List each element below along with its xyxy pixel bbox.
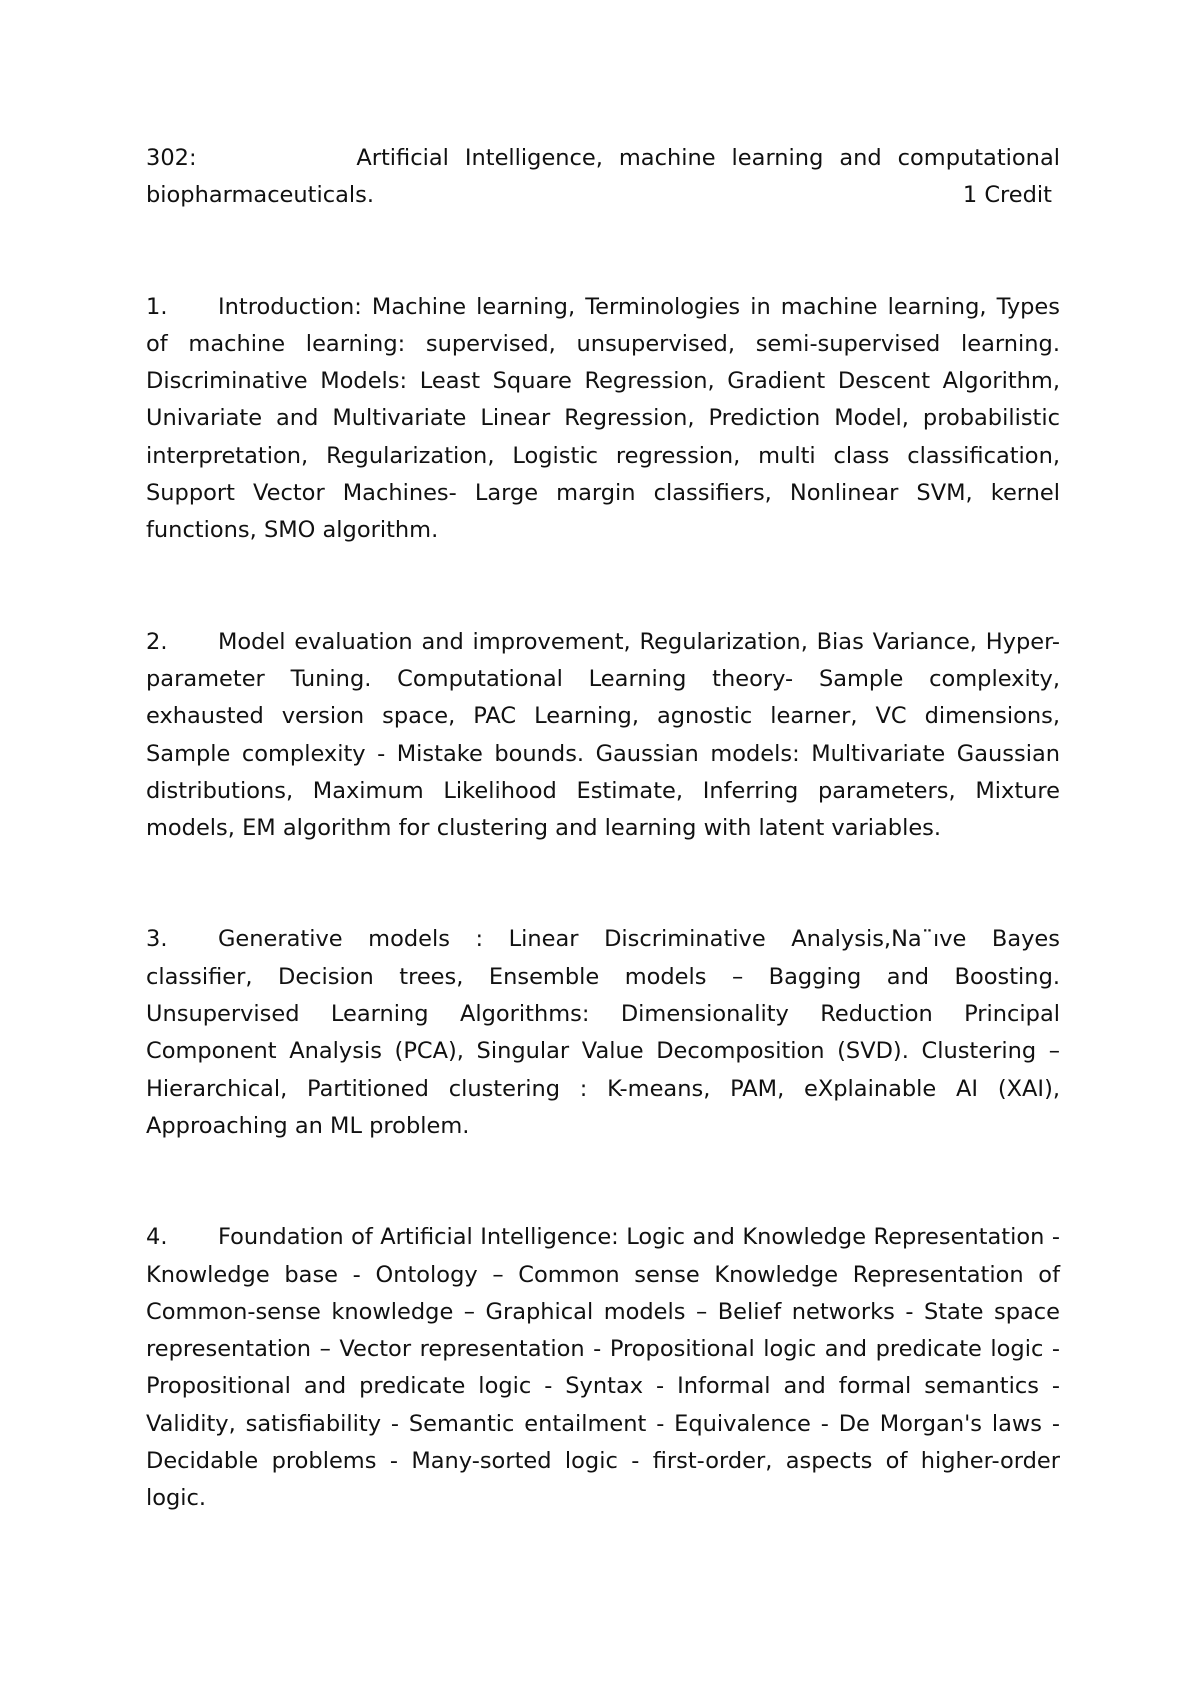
section-number: 4. [146,1224,168,1251]
document-page [146,140,1060,1518]
course-title-end: biopharmaceuticals. [146,182,375,209]
section-text: Generative models : Linear Discriminative Analysis,Na¨ıve Bayes classifier, Decision trees, Ensemble models – Bagging and Boosting. Unsupervised Learning Algorithms: Dimensionality Reduction Principal Component Analysis (PCA), Singular Value Decomposition (SVD). Clustering – Hierarchical, Partitioned clustering : K-means, PAM, eXplainable AI (XAI), Approaching an ML problem. [146,926,1060,1139]
section-number: 2. [146,628,168,655]
section-1 [146,289,1060,550]
section-number: 1. [146,293,168,320]
course-title-block [146,140,1060,215]
section-number: 3. [146,926,168,953]
course-title: 302: Artificial Intelligence, machine learning and computational [146,145,1060,171]
section-2 [146,624,1060,848]
section-text: Introduction: Machine learning, Terminologies in machine learning, Types of machine learning: supervised, unsupervised, semi-supervised learning. Discriminative Models: Least Square Regression, Gradient Descent Algorithm, Univariate and Multivariate Linear Regression, Prediction Model, probabilistic interpretation, Regularization, Logistic regression, multi class classification, Support Vector Machines- Large margin classifiers, Nonlinear SVM, kernel functions, SMO algorithm. [146,293,1060,544]
course-title-continuation [146,177,1060,214]
section-3 [146,921,1060,1145]
credit-value: 1 Credit [962,182,1052,209]
section-4 [146,1219,1060,1517]
section-text: Foundation of Artificial Intelligence: Logic and Knowledge Representation - Knowledge base - Ontology – Common sense Knowledge Representation of Common-sense knowledge – Graphical models – Belief networks - State space representation – Vector representation - Propositional logic and predicate logic - Propositional and predicate logic - Syntax - Informal and formal semantics - Validity, satisfiability - Semantic entailment - Equivalence - De Morgan's laws - Decidable problems - Many-sorted logic - first-order, aspects of higher-order logic. [146,1224,1060,1512]
section-text: Model evaluation and improvement, Regularization, Bias Variance, Hyper-parameter Tuning. Computational Learning theory- Sample complexity, exhausted version space, PAC Learning, agnostic learner, VC dimensions, Sample complexity - Mistake bounds. Gaussian models: Multivariate Gaussian distributions, Maximum Likelihood Estimate, Inferring parameters, Mixture models, EM algorithm for clustering and learning with latent variables. [146,628,1060,842]
